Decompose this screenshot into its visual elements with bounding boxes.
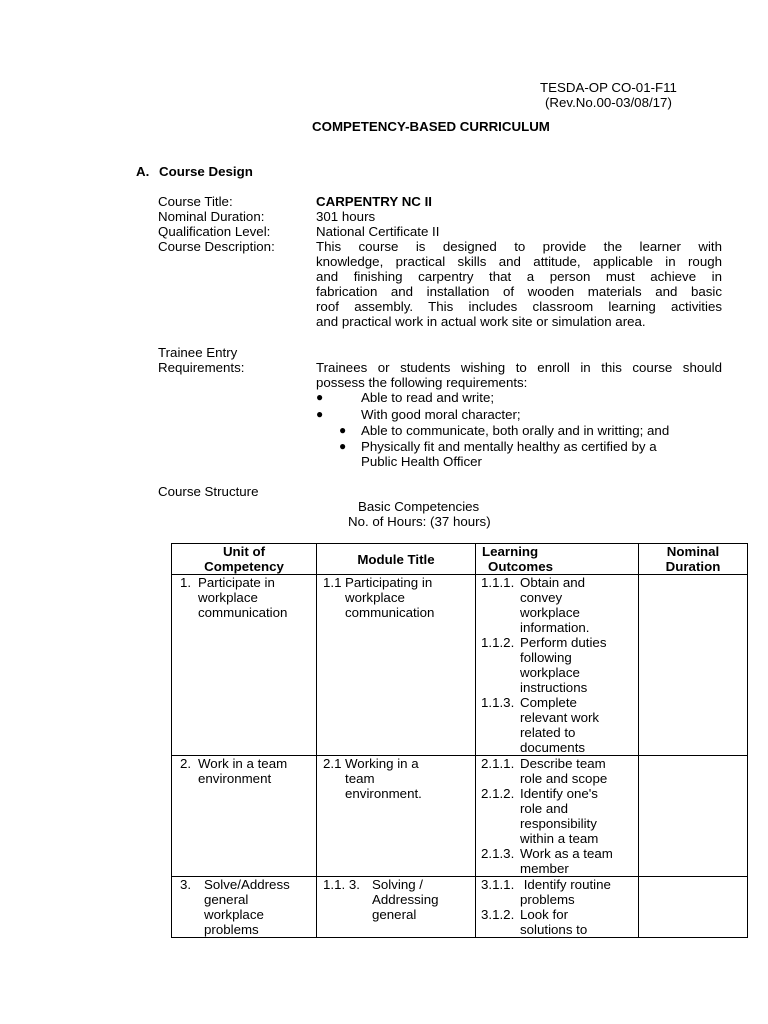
learning-outcome: 1.1.2. Perform duties following workplace instructions: [481, 635, 607, 695]
bullet-icon: ●: [339, 423, 347, 437]
module-cell: 2.1 Working in a team environment.: [317, 756, 476, 877]
page-title: COMPETENCY-BASED CURRICULUM: [312, 119, 550, 134]
competency-hours: No. of Hours: (37 hours): [348, 514, 491, 529]
qualification-level-value: National Certificate II: [316, 224, 440, 239]
duration-cell: [639, 877, 748, 938]
course-description-line: and finishing carpentry that a person must achieve in: [316, 269, 722, 284]
unit-cell: 1. Participate in workplace communication: [172, 575, 317, 756]
requirement-item: With good moral character;: [361, 407, 521, 422]
table-row: [172, 877, 748, 938]
learning-outcome: 1.1.1. Obtain and convey workplace information.: [481, 575, 590, 635]
competency-table: [171, 543, 748, 938]
document-code: TESDA-OP CO-01-F11: [540, 80, 677, 95]
duration-cell: [639, 756, 748, 877]
entry-intro-line: Trainees or students wishing to enroll in this course should: [316, 360, 722, 375]
entry-requirements-label-line1: Trainee Entry: [158, 345, 238, 360]
module-cell: 1.1. 3. Solving / Addressing general: [317, 877, 476, 938]
requirement-item: Physically fit and mentally healthy as certified by a: [361, 439, 657, 454]
nominal-duration-value: 301 hours: [316, 209, 376, 224]
course-description-label: Course Description:: [158, 239, 275, 254]
header-module-title: Module Title: [317, 544, 476, 575]
learning-outcome: 3.1.2. Look for solutions to: [481, 907, 588, 937]
course-structure-label: Course Structure: [158, 484, 259, 499]
header-learning-outcomes: Learning Outcomes: [476, 544, 639, 575]
learning-outcome: 1.1.3. Complete relevant work related to documents: [481, 695, 600, 755]
course-description-line: This course is designed to provide the learner with: [316, 239, 722, 254]
outcomes-cell: [476, 575, 639, 756]
header-unit-of-competency: Unit of Competency: [172, 544, 317, 575]
entry-requirements-intro: [316, 360, 722, 390]
table-row: [172, 575, 748, 756]
course-description-line: fabrication and installation of wooden materials and basic: [316, 284, 722, 299]
section-marker: A.: [136, 164, 150, 179]
unit-cell: 3. Solve/Address general workplace problems: [172, 877, 317, 938]
requirement-item: Able to read and write;: [361, 390, 495, 405]
entry-intro-line: possess the following requirements:: [316, 375, 528, 390]
learning-outcome: 2.1.2. Identify one's role and responsibility within a team: [481, 786, 599, 846]
course-description-line: roof assembly. This includes classroom learning activities: [316, 299, 722, 314]
requirement-item-continuation: Public Health Officer: [361, 454, 482, 469]
course-title-value: CARPENTRY NC II: [316, 194, 432, 209]
bullet-icon: ●: [316, 407, 324, 421]
course-description: [316, 239, 722, 329]
table-header-row: [172, 544, 748, 575]
competency-subheading: Basic Competencies: [358, 499, 480, 514]
learning-outcome: 2.1.1. Describe team role and scope: [481, 756, 608, 786]
course-description-line: knowledge, practical skills and attitude, applicable in rough: [316, 254, 722, 269]
learning-outcome: 3.1.1. Identify routine problems: [481, 877, 611, 907]
requirement-item: Able to communicate, both orally and in writting; and: [361, 423, 670, 438]
outcomes-cell: [476, 756, 639, 877]
course-title-label: Course Title:: [158, 194, 233, 209]
section-heading: Course Design: [159, 164, 253, 179]
bullet-icon: ●: [316, 390, 324, 404]
duration-cell: [639, 575, 748, 756]
learning-outcome: 2.1.3. Work as a team member: [481, 846, 613, 876]
nominal-duration-label: Nominal Duration:: [158, 209, 265, 224]
qualification-level-label: Qualification Level:: [158, 224, 271, 239]
document-revision: (Rev.No.00-03/08/17): [545, 95, 672, 110]
table-row: [172, 756, 748, 877]
module-cell: 1.1 Participating in workplace communication: [317, 575, 476, 756]
header-nominal-duration: Nominal Duration: [639, 544, 748, 575]
entry-requirements-label-line2: Requirements:: [158, 360, 245, 375]
course-description-line: and practical work in actual work site or simulation area.: [316, 314, 646, 329]
bullet-icon: ●: [339, 439, 347, 453]
outcomes-cell: [476, 877, 639, 938]
unit-cell: 2. Work in a team environment: [172, 756, 317, 877]
